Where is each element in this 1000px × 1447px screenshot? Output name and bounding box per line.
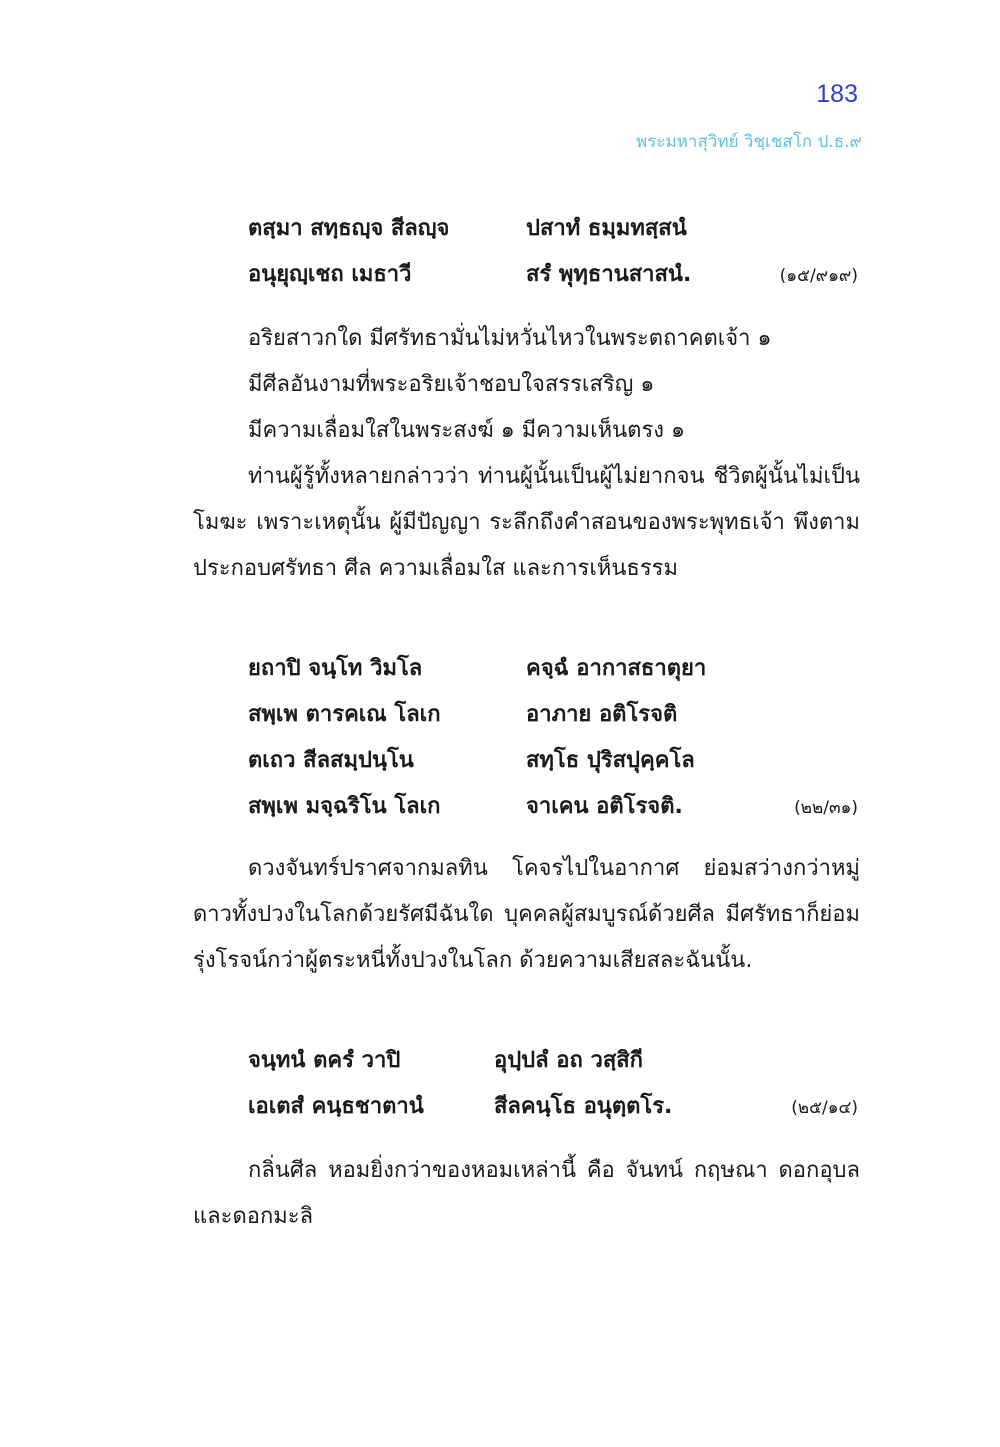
verse-line-second-half: สีลคนฺโธ อนุตฺตโร. [494,1094,673,1119]
verse-reference: (๑๕/๙๑๙) [779,266,858,286]
verse-reference: (๒๕/๑๔) [791,1098,858,1118]
verse-line-first-half: ตเถว สีลสมฺปนฺโน [248,748,414,773]
verse-line [248,1042,868,1088]
pali-verse-3 [248,1042,868,1134]
running-head: พระมหาสุวิทย์ วิชฺเชสโก ป.ธ.๙ [636,132,862,152]
pali-verse-1 [248,210,868,302]
verse-line-first-half: จนฺทนํ ตครํ วาปิ [248,1048,401,1073]
translation-3 [193,1148,860,1240]
verse-line-first-half: อนุยุญฺเชถ เมธาวี [248,262,412,287]
verse-line [248,696,868,742]
translation-line: มีความเลื่อมใสในพระสงฆ์ ๑ มีความเห็นตรง ๑ [248,418,685,443]
translation-1 [193,316,860,592]
verse-line-second-half: สทฺโธ ปุริสปุคฺคโล [526,748,695,773]
translation-paragraph: กลิ่นศีล หอมยิ่งกว่าของหอมเหล่านี้ คือ จันทน์ กฤษณา ดอกอุบล และดอกมะลิ [193,1158,860,1229]
verse-line [248,788,868,834]
verse-reference: (๒๒/๓๑) [794,798,858,818]
verse-line-second-half: คจฺฉํ อากาสธาตุยา [526,656,707,681]
translation-line: อริยสาวกใด มีศรัทธามั่นไม่หวั่นไหวในพระตถาคตเจ้า ๑ [248,326,772,351]
verse-line [248,742,868,788]
page-number: 183 [816,80,858,108]
pali-verse-2 [248,650,868,834]
verse-line [248,1088,868,1134]
translation-paragraph: ดวงจันทร์ปราศจากมลทิน โคจรไปในอากาศ ย่อมสว่างกว่าหมู่ดาวทั้งปวงในโลกด้วยรัศมีฉันใด บุคคลผู้สมบูรณ์ด้วยศีล มีศรัทธาก็ย่อมรุ่งโรจน์กว่าผู้ตระหนี่ทั้งปวงในโลก ด้วยความเสียสละฉันนั้น. [193,856,860,973]
translation-2 [193,846,860,984]
verse-line-first-half: สพฺเพ มจฺฉริโน โลเก [248,794,441,819]
verse-line-second-half: สรํ พุทฺธานสาสนํ. [526,262,692,287]
verse-line-second-half: อุปฺปลํ อถ วสฺสิกี [494,1048,644,1073]
translation-paragraph: ท่านผู้รู้ทั้งหลายกล่าวว่า ท่านผู้นั้นเป็นผู้ไม่ยากจน ชีวิตผู้นั้นไม่เป็นโมฆะ เพราะเหตุนั้น ผู้มีปัญญา ระลึกถึงคำสอนของพระพุทธเจ้า พึงตามประกอบศรัทธา ศีล ความเลื่อมใส และการเห็นธรรม [193,464,860,581]
translation-line: มีศีลอันงามที่พระอริยเจ้าชอบใจสรรเสริญ ๑ [248,372,655,397]
verse-line-first-half: เอเตสํ คนฺธชาตานํ [248,1094,424,1119]
verse-line-first-half: ยถาปิ จนฺโท วิมโล [248,656,423,681]
verse-line-first-half: ตสฺมา สทฺธญฺจ สีลญฺจ [248,216,450,241]
verse-line [248,256,868,302]
verse-line-second-half: จาเคน อติโรจติ. [526,794,683,819]
verse-line [248,210,868,256]
verse-line [248,650,868,696]
verse-line-second-half: อาภาย อติโรจติ [526,702,678,727]
verse-line-second-half: ปสาทํ ธมฺมทสฺสนํ [526,216,687,241]
verse-line-first-half: สพฺเพ ตารคเณ โลเก [248,702,441,727]
